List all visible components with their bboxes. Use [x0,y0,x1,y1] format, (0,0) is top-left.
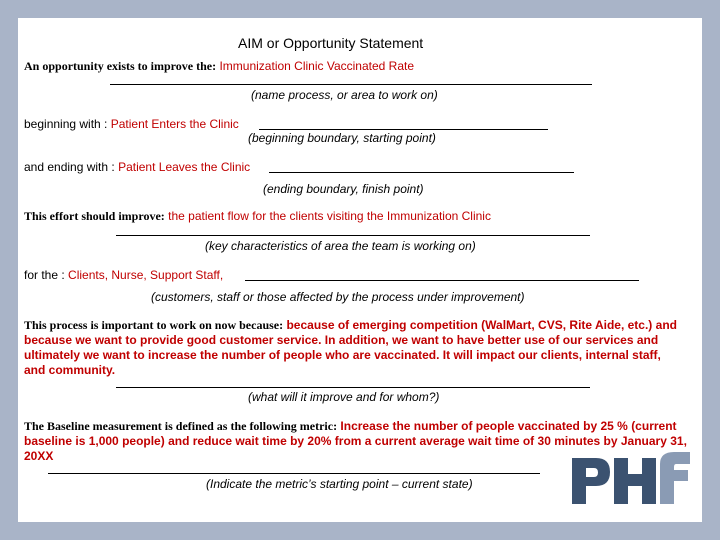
for-label: for the : [24,268,65,282]
for-rule [245,280,639,281]
opportunity-value: Immunization Clinic Vaccinated Rate [219,59,414,73]
improve-rule [116,235,590,236]
beginning-rule [259,129,548,130]
ending-rule [269,172,574,173]
for-line [24,268,223,282]
important-hint: (what will it improve and for whom?) [248,390,440,404]
opportunity-hint: (name process, or area to work on) [251,88,438,102]
frame-top-band [0,0,720,18]
for-value: Clients, Nurse, Support Staff, [68,268,224,282]
beginning-label: beginning with : [24,117,108,131]
page-title: AIM or Opportunity Statement [238,35,424,51]
for-hint: (customers, staff or those affected by the process under improvement) [151,290,525,304]
ending-hint: (ending boundary, finish point) [263,182,424,196]
phf-logo [570,450,692,512]
beginning-hint: (beginning boundary, starting point) [248,131,436,145]
important-rule [116,387,590,388]
document-page [18,18,702,522]
important-label: This process is important to work on now because: [24,318,284,332]
improve-value: the patient flow for the clients visiting the Immunization Clinic [168,209,491,223]
baseline-label: The Baseline measurement is defined as the following metric: [24,419,338,433]
important-value: because of emerging competition (WalMart, CVS, Rite Aide, etc.) and because we want to provide good customer service. In addition, we want to have better use of our services and ultimately we want to increase the number of people who are vaccinated. It will impact our clients, internal staff, and community. [24,318,677,377]
baseline-rule [48,473,540,474]
opportunity-line [24,59,414,73]
baseline-hint: (Indicate the metric’s starting point – current state) [206,477,473,491]
beginning-line [24,117,239,131]
opportunity-label: An opportunity exists to improve the: [24,59,217,73]
frame-bottom-band [0,522,720,540]
improve-line [24,209,491,223]
improve-label: This effort should improve: [24,209,165,223]
logo-letters [572,452,690,504]
ending-label: and ending with : [24,160,115,174]
opportunity-rule [110,84,592,85]
important-paragraph [24,318,684,378]
baseline-value: Increase the number of people vaccinated by 25 % (current baseline is 1,000 people) and reduce wait time by 20% from a current average wait time of 30 minutes by January 31, 20XX [24,419,687,463]
improve-hint: (key characteristics of area the team is working on) [205,239,476,253]
ending-line [24,160,250,174]
frame-right-band [702,0,720,540]
beginning-value: Patient Enters the Clinic [110,117,239,131]
ending-value: Patient Leaves the Clinic [118,160,251,174]
